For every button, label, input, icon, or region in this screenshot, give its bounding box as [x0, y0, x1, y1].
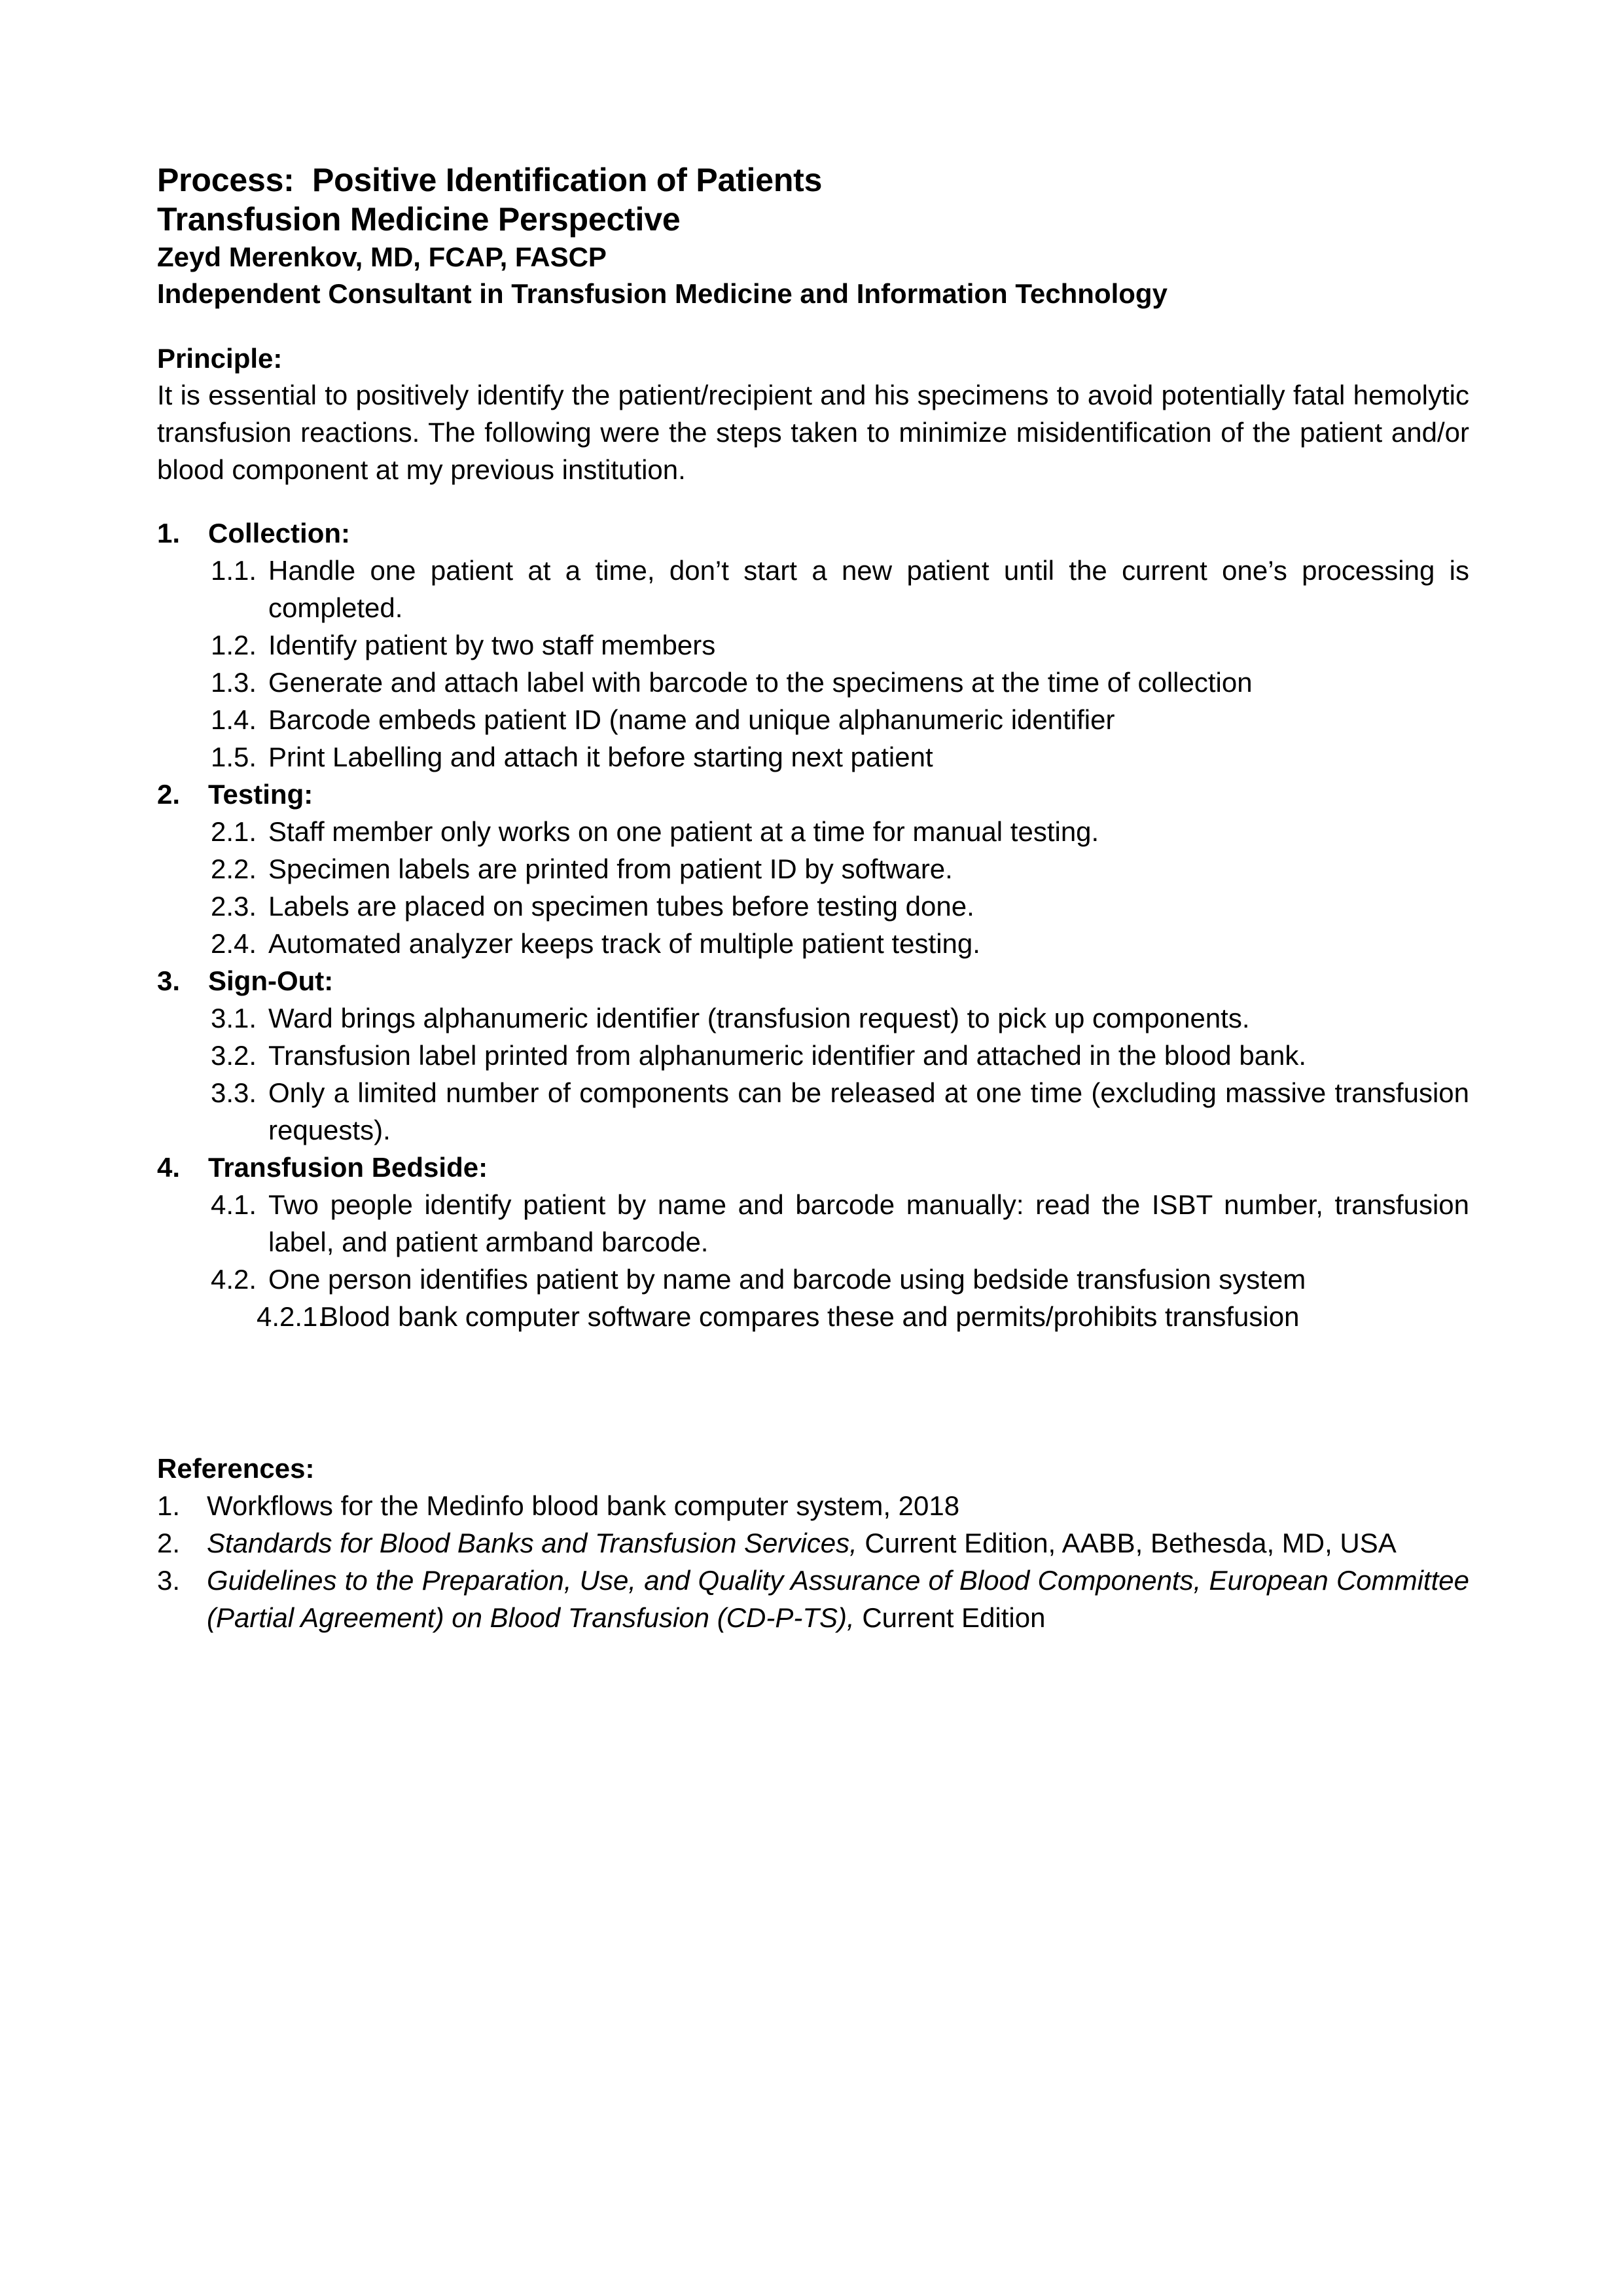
outline-item-text: Print Labelling and attach it before starting next patient [268, 742, 933, 772]
outline-subitem [157, 1298, 1469, 1335]
page-title-line-1: Process: Positive Identification of Patients [157, 162, 823, 198]
outline-item [157, 701, 1469, 738]
outline-item-number: 1.3. [211, 667, 257, 698]
reference-number: 1. [157, 1490, 181, 1521]
principle-spacer [157, 488, 1469, 514]
procedure-outline [157, 514, 1469, 1335]
references-heading: References: [157, 1453, 315, 1484]
principle-body: It is essential to positively identify the patient/recipient and his specimens to avoid potentially fatal hemolytic transfusion reactions. The following were the steps taken to minimize misidentification of the patient and/or blood component at my previous institution. [157, 380, 1469, 485]
outline-item-text: Identify patient by two staff members [268, 630, 716, 660]
outline-item [157, 626, 1469, 664]
outline-number: 3. [157, 965, 181, 996]
reference-number: 2. [157, 1528, 181, 1558]
outline-item-number: 3.3. [211, 1077, 257, 1108]
page-title-line-2: Transfusion Medicine Perspective [157, 201, 681, 238]
outline-item-text: Only a limited number of components can be released at one time (excluding massive transfusion requests). [268, 1077, 1469, 1145]
reference-part-italic: Standards for Blood Banks and Transfusion Services, [207, 1528, 857, 1558]
outline-item-number: 2.4. [211, 928, 257, 959]
outline-item-text: Generate and attach label with barcode to the specimens at the time of collection [268, 667, 1253, 698]
outline-item [157, 552, 1469, 626]
outline-item-text: Two people identify patient by name and barcode manually: read the ISBT number, transfusion label, and patient armband barcode. [268, 1189, 1469, 1257]
outline-number: 4. [157, 1152, 181, 1183]
outline-heading [157, 962, 1469, 999]
reference-item [157, 1487, 1469, 1524]
outline-item-number: 3.1. [211, 1003, 257, 1033]
header-spacer [157, 312, 1469, 341]
outline-heading [157, 514, 1469, 552]
outline-item-number: 2.1. [211, 816, 257, 847]
outline-item-number: 2.3. [211, 891, 257, 922]
outline-item-text: One person identifies patient by name and barcode using bedside transfusion system [268, 1264, 1306, 1295]
outline-number: 1. [157, 518, 181, 548]
principle-section [157, 341, 1469, 488]
outline-item-number: 3.2. [211, 1040, 257, 1071]
reference-number: 3. [157, 1565, 181, 1596]
reference-text [207, 1562, 1469, 1636]
author-affiliation: Independent Consultant in Transfusion Medicine and Information Technology [157, 278, 1168, 309]
outline-item-text: Ward brings alphanumeric identifier (transfusion request) to pick up components. [268, 1003, 1250, 1033]
outline-item-text: Staff member only works on one patient at a time for manual testing. [268, 816, 1099, 847]
outline-label: Collection: [208, 518, 350, 548]
outline-item [157, 664, 1469, 701]
outline-item-text: Handle one patient at a time, don’t start a new patient until the current one’s processing is completed. [268, 555, 1469, 623]
outline-item-text: Barcode embeds patient ID (name and unique alphanumeric identifier [268, 704, 1115, 735]
outline-item-number: 4.1. [211, 1189, 257, 1220]
outline-item-number: 1.1. [211, 555, 257, 586]
reference-item [157, 1524, 1469, 1562]
reference-part-italic: Guidelines to the Preparation, Use, and Quality Assurance of Blood Components, European Committee (Partial Agreement) on Blood Transfusion (CD-P-TS), [207, 1565, 1469, 1633]
reference-part: Current Edition, AABB, Bethesda, MD, USA [857, 1528, 1397, 1558]
outline-item-number: 1.2. [211, 630, 257, 660]
outline-item-text: Transfusion label printed from alphanumeric identifier and attached in the blood bank. [268, 1040, 1307, 1071]
reference-item [157, 1562, 1469, 1636]
reference-text [207, 1487, 1469, 1524]
outline-item-text: Specimen labels are printed from patient ID by software. [268, 853, 953, 884]
reference-part: Current Edition [854, 1602, 1046, 1633]
outline-item-number: 4.2. [211, 1264, 257, 1295]
outline-label: Sign-Out: [208, 965, 334, 996]
outline-item [157, 999, 1469, 1037]
outline-item [157, 850, 1469, 888]
outline-item [157, 925, 1469, 962]
outline-number: 2. [157, 779, 181, 810]
outline-item-number: 2.2. [211, 853, 257, 884]
outline-item [157, 1186, 1469, 1261]
principle-heading: Principle: [157, 343, 283, 374]
outline-item [157, 738, 1469, 776]
reference-part: Workflows for the Medinfo blood bank computer system, 2018 [207, 1490, 960, 1521]
outline-item [157, 888, 1469, 925]
outline-item-text: Automated analyzer keeps track of multiple patient testing. [268, 928, 980, 959]
outline-label: Transfusion Bedside: [208, 1152, 488, 1183]
references-section [157, 1450, 1469, 1636]
reference-text [207, 1524, 1469, 1562]
outline-item-number: 1.5. [211, 742, 257, 772]
document-header [157, 160, 1469, 312]
author-name: Zeyd Merenkov, MD, FCAP, FASCP [157, 242, 607, 272]
outline-heading [157, 776, 1469, 813]
outline-heading [157, 1149, 1469, 1186]
outline-item [157, 1037, 1469, 1074]
references-spacer [157, 1335, 1469, 1450]
outline-item-text: Labels are placed on specimen tubes before testing done. [268, 891, 974, 922]
outline-label: Testing: [208, 779, 313, 810]
outline-item [157, 1074, 1469, 1149]
outline-item [157, 1261, 1469, 1298]
outline-subitem-number: 4.2.1. [257, 1301, 326, 1332]
outline-item [157, 813, 1469, 850]
outline-subitem-text: Blood bank computer software compares these and permits/prohibits transfusion [320, 1301, 1300, 1332]
outline-item-number: 1.4. [211, 704, 257, 735]
